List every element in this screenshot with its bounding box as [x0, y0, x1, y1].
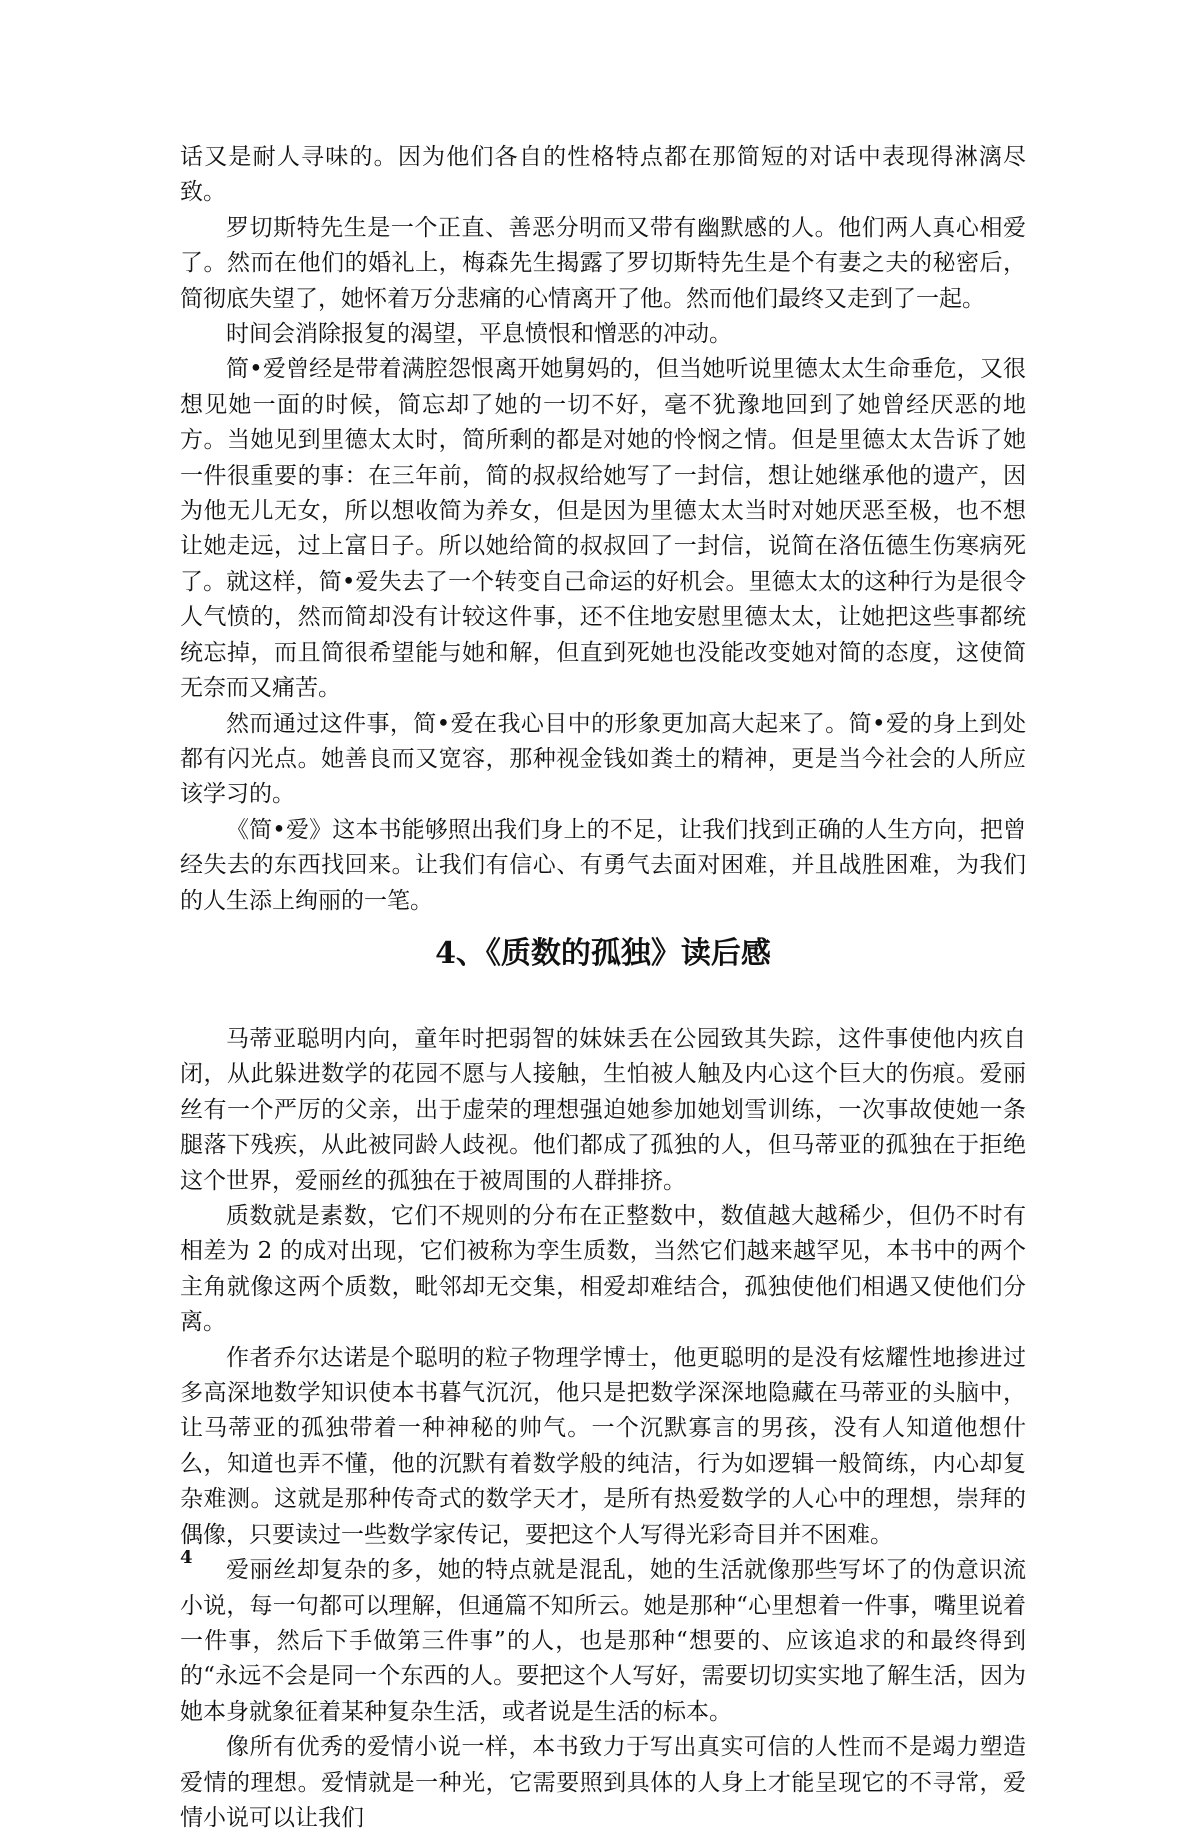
paragraph: 作者乔尔达诺是个聪明的粒子物理学博士，他更聪明的是没有炫耀性地掺进过多高深地数学知识使本书暮气沉沉，他只是把数学深深地隐藏在马蒂亚的头脑中，让马蒂亚的孤独带着一种神秘的帅气。一个沉默寡言的男孩，没有人知道他想什么，知道也弄不懂，他的沉默有着数学般的纯洁，行为如逻辑一般简练，内心却复杂难测。这就是那种传奇式的数学天才，是所有热爱数学的人心中的理想，崇拜的偶像，只要读过一些数学家传记，要把这个人写得光彩奇目并不困难。 — [180, 1344, 1026, 1548]
paragraph: 《简•爱》这本书能够照出我们身上的不足，让我们找到正确的人生方向，把曾经失去的东西找回来。让我们有信心、有勇气去面对困难，并且战胜困难，为我们的人生添上绚丽的一笔。 — [180, 816, 1026, 914]
paragraph: 马蒂亚聪明内向，童年时把弱智的妹妹丢在公园致其失踪，这件事使他内疚自闭，从此躲进数学的花园不愿与人接触，生怕被人触及内心这个巨大的伤痕。爱丽丝有一个严厉的父亲，出于虚荣的理想强迫她参加她划雪训练，一次事故使她一条腿落下残疾，从此被同龄人歧视。他们都成了孤独的人，但马蒂亚的孤独在于拒绝这个世界，爱丽丝的孤独在于被周围的人群排挤。 — [180, 1026, 1026, 1194]
paragraph: 罗切斯特先生是一个正直、善恶分明而又带有幽默感的人。他们两人真心相爱了。然而在他们的婚礼上，梅森先生揭露了罗切斯特先生是个有妻之夫的秘密后，简彻底失望了，她怀着万分悲痛的心情离开了他。然而他们最终又走到了一起。 — [180, 214, 1026, 312]
paragraph: 话又是耐人寻味的。因为他们各自的性格特点都在那简短的对话中表现得淋漓尽致。 — [180, 144, 1026, 206]
previous-section-continuation — [180, 140, 1026, 919]
section-heading: 4、《质数的孤独》读后感 — [435, 936, 771, 971]
page-number: 4 — [180, 1547, 193, 1568]
paragraph: 爱丽丝却复杂的多，她的特点就是混乱，她的生活就像那些写坏了的伪意识流小说，每一句都可以理解，但通篇不知所云。她是那种“心里想着一件事，嘴里说着一件事，然后下手做第三件事”的人，也是那种“想要的、应该追求的和最终得到的“永远不会是同一个东西的人。要把这个人写好，需要切切实实地了解生活，因为她本身就象征着某种复杂生活，或者说是生活的标本。 — [180, 1557, 1026, 1725]
paragraph: 时间会消除报复的渴望，平息愤恨和憎恶的冲动。 — [226, 321, 732, 348]
paragraph: 像所有优秀的爱情小说一样，本书致力于写出真实可信的人性而不是竭力塑造爱情的理想。爱情就是一种光，它需要照到具体的人身上才能呈现它的不寻常，爱情小说可以让我们 — [180, 1734, 1026, 1831]
paragraph: 质数就是素数，它们不规则的分布在正整数中，数值越大越稀少，但仍不时有相差为 2 的成对出现，它们被称为孪生质数，当然它们越来越罕见，本书中的两个主角就像这两个质数，毗邻却无交集，相爱却难结合，孤独使他们相遇又使他们分离。 — [180, 1203, 1026, 1336]
paragraph: 简•爱曾经是带着满腔怨恨离开她舅妈的，但当她听说里德太太生命垂危，又很想见她一面的时候，简忘却了她的一切不好，毫不犹豫地回到了她曾经厌恶的地方。当她见到里德太太时，简所剩的都是对她的怜悯之情。但是里德太太告诉了她一件很重要的事：在三年前，简的叔叔给她写了一封信，想让她继承他的遗产，因为他无儿无女，所以想收简为养女，但是因为里德太太当时对她厌恶至极，也不想让她走远，过上富日子。所以她给简的叔叔回了一封信，说简在洛伍德生伤寒病死了。就这样，简•爱失去了一个转变自己命运的好机会。里德太太的这种行为是很令人气愤的，然而简却没有计较这件事，还不住地安慰里德太太，让她把这些事都统统忘掉，而且简很希望能与她和解，但直到死她也没能改变她对简的态度，这使简无奈而又痛苦。 — [180, 356, 1026, 702]
paragraph: 然而通过这件事，简•爱在我心目中的形象更加高大起来了。简•爱的身上到处都有闪光点。她善良而又宽容，那种视金钱如粪土的精神，更是当今社会的人所应该学习的。 — [180, 710, 1026, 808]
section-4-body — [180, 1022, 1026, 1836]
